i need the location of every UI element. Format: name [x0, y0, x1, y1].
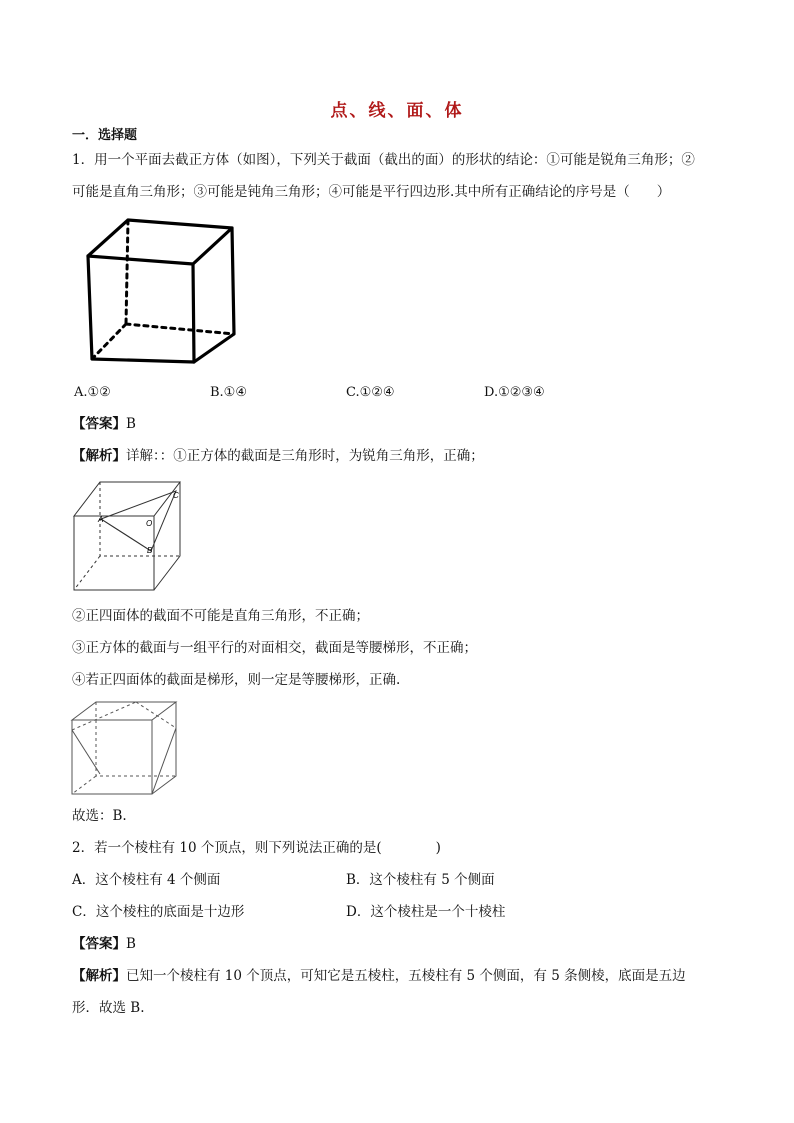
q2-answer-value: B — [126, 936, 136, 952]
q2-answer — [72, 934, 136, 954]
q2-stem: 2．若一个棱柱有 10 个顶点，则下列说法正确的是( ) — [72, 840, 441, 856]
q1-stem-line1: 1．用一个平面去截正方体（如图），下列关于截面（截出的面）的形状的结论：①可能是锐角三角形；② — [72, 152, 695, 168]
point-label-b: B — [147, 546, 153, 555]
q2-option-c: C．这个棱柱的底面是十边形 — [72, 904, 245, 920]
cube-triangle-section-figure — [70, 476, 188, 594]
q2-answer-label: 【答案】 — [72, 936, 126, 952]
q1-option-b: B.①④ — [210, 385, 247, 400]
q1-stem-line2: 可能是直角三角形；③可能是钝角三角形；④可能是平行四边形.其中所有正确结论的序号是（ ） — [72, 184, 671, 200]
section-heading: 一．选择题 — [72, 128, 138, 143]
q2-option-d: D．这个棱柱是一个十棱柱 — [346, 904, 506, 920]
q1-analysis-line3: ③正方体的截面与一组平行的对面相交，截面是等腰梯形，不正确； — [72, 640, 477, 656]
point-label-c: C — [173, 491, 179, 500]
q2-analysis-text: 已知一个棱柱有 10 个顶点，可知它是五棱柱，五棱柱有 5 个侧面，有 5 条侧棱，底面是五边 — [126, 968, 686, 984]
q1-answer — [72, 414, 136, 434]
q1-analysis-line1 — [72, 446, 484, 466]
q2-analysis-line1 — [72, 966, 686, 986]
q1-analysis-text: 详解：：①正方体的截面是三角形时，为锐角三角形，正确； — [126, 448, 484, 464]
q2-analysis-label: 【解析】 — [72, 968, 126, 984]
q2-option-b: B．这个棱柱有 5 个侧面 — [346, 872, 495, 888]
q2-option-a: A．这个棱柱有 4 个侧面 — [72, 872, 221, 888]
q2-analysis-line2: 形．故选 B. — [72, 1000, 145, 1016]
point-label-o: O — [146, 519, 153, 528]
q1-option-d: D.①②③④ — [484, 385, 545, 400]
cube-figure — [84, 216, 236, 366]
q1-analysis-label: 【解析】 — [72, 448, 126, 464]
q1-option-a: A.①② — [74, 385, 111, 400]
q1-conclusion: 故选：B. — [72, 808, 127, 824]
q1-analysis-line2: ②正四面体的截面不可能是直角三角形，不正确； — [72, 608, 369, 624]
document-title: 点、线、面、体 — [330, 101, 464, 121]
q1-option-c: C.①②④ — [346, 385, 395, 400]
q1-analysis-line4: ④若正四面体的截面是梯形，则一定是等腰梯形，正确. — [72, 672, 401, 688]
q1-answer-label: 【答案】 — [72, 416, 126, 432]
cube-trapezoid-section-figure — [70, 700, 180, 796]
point-label-a: A — [98, 515, 104, 524]
q1-answer-value: B — [126, 416, 136, 432]
